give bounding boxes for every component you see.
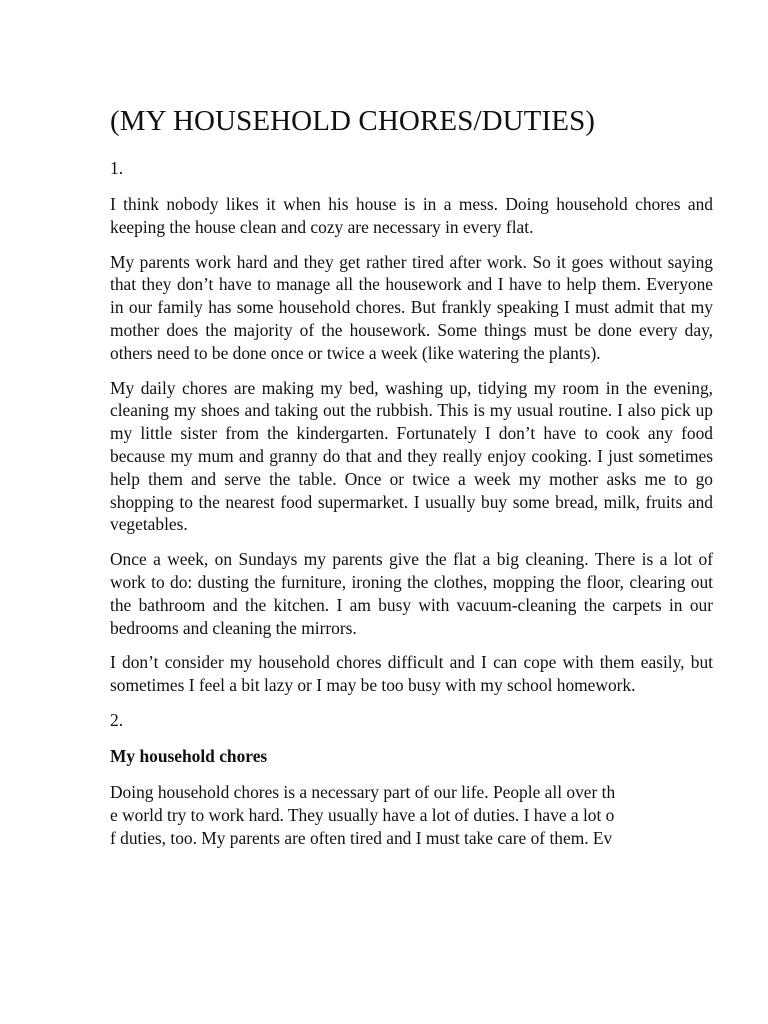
section-number-1: 1.	[110, 158, 124, 178]
paragraph-line: Doing household chores is a necessary part of our life. People all over th	[110, 781, 616, 802]
paragraph: My parents work hard and they get rather tired after work. So it goes without saying that they don’t have to manage all the housework and I have to help them. Everyone in our family has some household chores. But frankly speaking I must admit that my mother does the majority of the housework. Some things must be done every day, others need to be done once or twice a week (like watering the plants).	[110, 251, 713, 363]
paragraph: Once a week, on Sundays my parents give the flat a big cleaning. There is a lot of work to do: dusting the furniture, ironing the clothes, mopping the floor, clearing out the bathroom and the kitchen. I am busy with vacuum-cleaning the carpets in our bedrooms and cleaning the mirrors.	[110, 549, 713, 638]
paragraph: I think nobody likes it when his house is in a mess. Doing household chores and keeping the house clean and cozy are necessary in every flat.	[110, 194, 713, 237]
paragraph: My daily chores are making my bed, washing up, tidying my room in the evening, cleaning my shoes and taking out the rubbish. This is my usual routine. I also pick up my little sister from the kindergarten. Fortunately I don’t have to cook any food because my mum and granny do that and they really enjoy cooking. I just sometimes help them and serve the table. Once or twice a week my mother asks me to go shopping to the nearest food supermarket. I usually buy some bread, milk, fruits and vegetables.	[110, 377, 713, 535]
paragraph-line: e world try to work hard. They usually have a lot of duties. I have a lot o	[110, 804, 615, 825]
paragraph-line: f duties, too. My parents are often tired and I must take care of them. Ev	[110, 827, 613, 848]
paragraph-truncated	[110, 781, 713, 849]
section-heading: My household chores	[110, 745, 268, 766]
document-page	[110, 103, 713, 861]
paragraph: I don’t consider my household chores difficult and I can cope with them easily, but sometimes I feel a bit lazy or I may be too busy with my school homework.	[110, 652, 713, 696]
section-number-2: 2.	[110, 709, 124, 730]
document-title: (MY HOUSEHOLD CHORES/DUTIES)	[110, 105, 596, 137]
